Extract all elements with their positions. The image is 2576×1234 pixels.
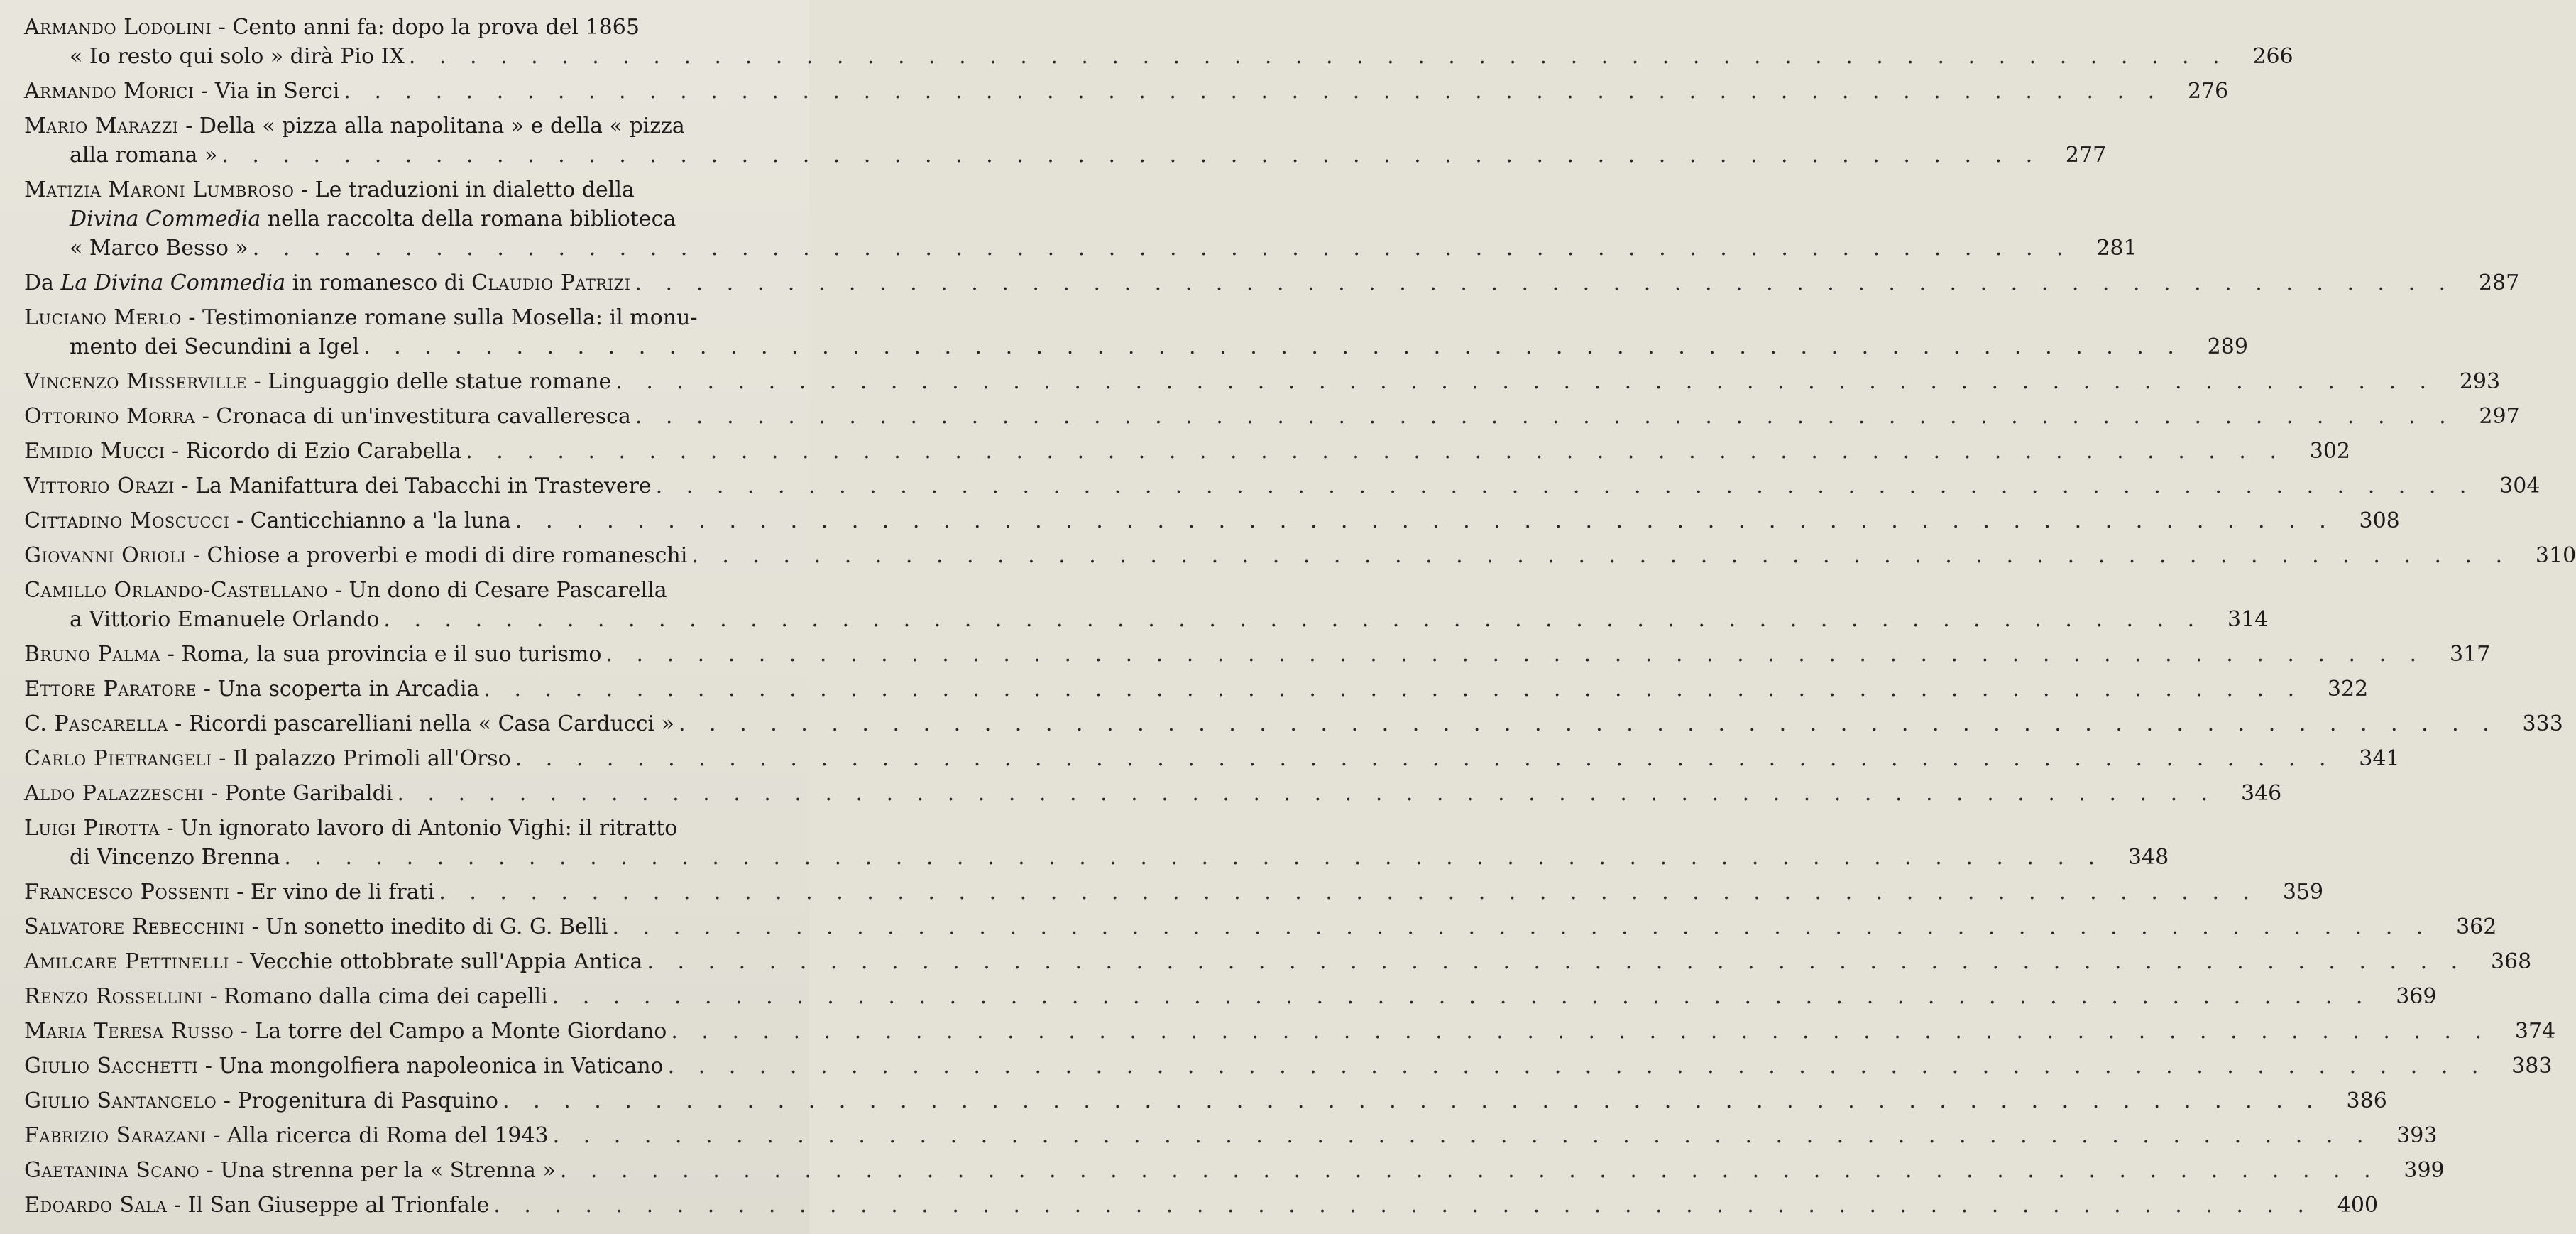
entry-author: Luigi Pirotta bbox=[24, 816, 160, 841]
entry-title-italic: Divina Commedia bbox=[70, 207, 261, 231]
entry-title-cont: alla romana » bbox=[70, 143, 218, 168]
entry-author: Aldo Palazzeschi bbox=[24, 781, 204, 806]
page-number: 314 bbox=[2227, 607, 2269, 632]
toc-entry: Maria Teresa Russo - La torre del Campo a Monte Giordano . . . 374 bbox=[24, 1017, 796, 1046]
entry-author: Armando Morici bbox=[24, 79, 194, 104]
entry-title: Chiose a proverbi e modi di dire romaneschi bbox=[207, 543, 688, 568]
dot-leader bbox=[379, 605, 2207, 634]
entry-title: Er vino de li frati bbox=[250, 880, 435, 905]
toc-entry: Luigi Pirotta - Un ignorato lavoro di Antonio Vighi: il ritratto di Vincenzo Brenna . . . 348 bbox=[24, 814, 796, 872]
entry-author: Armando Lodolini bbox=[24, 15, 212, 40]
page-number: 277 bbox=[2065, 143, 2107, 168]
entry-title: Le traduzioni in dialetto della bbox=[314, 178, 635, 202]
toc-entry: Carlo Pietrangeli - Il palazzo Primoli all'Orso . . . 341 bbox=[24, 744, 796, 773]
dot-leader bbox=[549, 1121, 2377, 1150]
dot-leader bbox=[511, 744, 2339, 773]
toc-entry: Luciano Merlo - Testimonianze romane sulla Mosella: il monu- mento dei Secundini a Igel . . . 289 bbox=[24, 303, 796, 361]
toc-entry: Giulio Sacchetti - Una mongolfiera napoleonica in Vaticano . . . 383 bbox=[24, 1052, 796, 1081]
page-number: 346 bbox=[2240, 781, 2282, 806]
entry-title: Roma, la sua provincia e il suo turismo bbox=[181, 642, 602, 667]
dot-leader bbox=[687, 541, 2515, 570]
entry-title: Cento anni fa: dopo la prova del 1865 bbox=[232, 15, 640, 40]
page-number: 266 bbox=[2252, 44, 2293, 69]
page-number: 287 bbox=[2478, 271, 2520, 295]
page-number: 348 bbox=[2127, 845, 2169, 870]
entry-author: Giulio Sacchetti bbox=[24, 1054, 199, 1079]
dot-leader bbox=[511, 506, 2339, 535]
entry-author: Renzo Rossellini bbox=[24, 984, 204, 1009]
entry-author: Maria Teresa Russo bbox=[24, 1019, 234, 1044]
entry-title: Progenitura di Pasquino bbox=[237, 1088, 498, 1113]
entry-author: Matizia Maroni Lumbroso bbox=[24, 178, 295, 202]
entry-title: Linguaggio delle statue romane bbox=[268, 369, 612, 394]
toc-entry: Ottorino Morra - Cronaca di un'investitura cavalleresca . . . 297 bbox=[24, 402, 796, 431]
dot-leader bbox=[652, 471, 2479, 501]
page-number: 302 bbox=[2309, 439, 2350, 464]
dot-leader bbox=[405, 42, 2232, 71]
toc-entry: Salvatore Rebecchini - Un sonetto inedito di G. G. Belli . . . 362 bbox=[24, 912, 796, 941]
dot-leader bbox=[608, 912, 2436, 941]
toc-entry: Camillo Orlando-Castellano - Un dono di Cesare Pascarella a Vittorio Emanuele Orlando . . . 314 bbox=[24, 576, 796, 634]
page-number: 369 bbox=[2396, 984, 2437, 1009]
entry-title: Il San Giuseppe al Trionfale bbox=[187, 1193, 490, 1218]
entry-author: C. Pascarella bbox=[24, 711, 168, 736]
entry-author: Edoardo Sala bbox=[24, 1193, 168, 1218]
toc-entry: Emidio Mucci - Ricordo di Ezio Carabella . . . 302 bbox=[24, 437, 796, 466]
dot-leader bbox=[217, 141, 2045, 170]
entry-title: Ponte Garibaldi bbox=[224, 781, 393, 806]
toc-entry: Matizia Maroni Lumbroso - Le traduzioni in dialetto della Divina Commedia nella raccolta della romana biblioteca « Marco Besso » . . . 281 bbox=[24, 175, 796, 263]
toc-entry: Amilcare Pettinelli - Vecchie ottobbrate sull'Appia Antica . . . 368 bbox=[24, 947, 796, 976]
entry-author: Vincenzo Misserville bbox=[24, 369, 247, 394]
entry-title: Via in Serci bbox=[214, 79, 340, 104]
entry-title: La torre del Campo a Monte Giordano bbox=[254, 1019, 667, 1044]
toc-entry: Francesco Possenti - Er vino de li frati . . . 359 bbox=[24, 878, 796, 907]
page-number: 333 bbox=[2522, 711, 2563, 736]
toc-entry: C. Pascarella - Ricordi pascarelliani nella « Casa Carducci » . . . 333 bbox=[24, 709, 796, 738]
page-number: 341 bbox=[2359, 746, 2400, 771]
entry-author: Ettore Paratore bbox=[24, 677, 197, 701]
toc-entry: Mario Marazzi - Della « pizza alla napolitana » e della « pizza alla romana » . . . 277 bbox=[24, 111, 796, 170]
page-number: 289 bbox=[2207, 334, 2248, 359]
entry-title: Alla ricerca di Roma del 1943 bbox=[227, 1123, 549, 1148]
toc-entry: Da La Divina Commedia in romanesco di Claudio Patrizi . . . 287 bbox=[24, 268, 796, 297]
toc-entry: Armando Morici - Via in Serci . . . 276 bbox=[24, 77, 796, 106]
page-number: 393 bbox=[2396, 1123, 2438, 1148]
entry-author: Amilcare Pettinelli bbox=[24, 949, 229, 974]
page-number: 362 bbox=[2456, 914, 2497, 939]
entry-author: Giulio Santangelo bbox=[24, 1088, 217, 1113]
page-number: 304 bbox=[2499, 474, 2541, 498]
dot-leader bbox=[393, 779, 2220, 808]
entry-author: Salvatore Rebecchini bbox=[24, 914, 245, 939]
entry-title: Una strenna per la « Strenna » bbox=[220, 1158, 556, 1183]
toc-entry: Giovanni Orioli - Chiose a proverbi e modi di dire romaneschi . . . 310 bbox=[24, 541, 796, 570]
dot-leader bbox=[359, 332, 2187, 361]
toc-entry: Gaetanina Scano - Una strenna per la « Strenna » . . . 399 bbox=[24, 1156, 796, 1185]
entry-author: Emidio Mucci bbox=[24, 439, 165, 464]
entry-author: Ottorino Morra bbox=[24, 404, 196, 429]
page-number: 400 bbox=[2337, 1193, 2379, 1218]
toc-entry: Vincenzo Misserville - Linguaggio delle statue romane . . . 293 bbox=[24, 367, 796, 396]
entry-title: Un dono di Cesare Pascarella bbox=[349, 578, 667, 603]
entry-title: Una scoperta in Arcadia bbox=[217, 677, 480, 701]
entry-title-cont: a Vittorio Emanuele Orlando bbox=[70, 607, 380, 632]
entry-author: Francesco Possenti bbox=[24, 880, 230, 905]
entry-title-cont: « Marco Besso » bbox=[70, 236, 248, 261]
entry-title: Testimonianze romane sulla Mosella: il monu- bbox=[202, 305, 698, 330]
page-number: 308 bbox=[2359, 508, 2400, 533]
dot-leader bbox=[248, 234, 2076, 263]
entry-author: Bruno Palma bbox=[24, 642, 161, 667]
dot-leader bbox=[556, 1156, 2384, 1185]
entry-title-italic: La Divina Commedia bbox=[60, 271, 286, 295]
dot-leader bbox=[674, 709, 2502, 738]
entry-title: Della « pizza alla napolitana » e della « pizza bbox=[199, 114, 685, 138]
page-number: 399 bbox=[2404, 1158, 2445, 1183]
entry-author: Camillo Orlando-Castellano bbox=[24, 578, 329, 603]
entry-author: Mario Marazzi bbox=[24, 114, 179, 138]
page-number: 359 bbox=[2282, 880, 2324, 905]
toc-entry: Aldo Palazzeschi - Ponte Garibaldi . . . 346 bbox=[24, 779, 796, 808]
entry-title-cont: mento dei Secundini a Igel bbox=[70, 334, 360, 359]
toc-entry: Ettore Paratore - Una scoperta in Arcadia . . . 322 bbox=[24, 675, 796, 704]
dot-leader bbox=[667, 1017, 2494, 1046]
page-number: 297 bbox=[2479, 404, 2520, 429]
page-number: 276 bbox=[2187, 79, 2229, 104]
entry-title: Cronaca di un'investitura cavalleresca bbox=[216, 404, 631, 429]
page-number: 310 bbox=[2535, 543, 2576, 568]
toc-entry: Armando Lodolini - Cento anni fa: dopo la prova del 1865 « Io resto qui solo » dirà Pio IX . . . 266 bbox=[24, 13, 796, 71]
toc-entry: Vittorio Orazi - La Manifattura dei Tabacchi in Trastevere . . . 304 bbox=[24, 471, 796, 501]
dot-leader bbox=[479, 675, 2307, 704]
entry-title: La Manifattura dei Tabacchi in Trastevere bbox=[195, 474, 652, 498]
page-number: 374 bbox=[2514, 1019, 2556, 1044]
dot-leader bbox=[489, 1191, 2317, 1220]
entry-title: Una mongolfiera napoleonica in Vaticano bbox=[219, 1054, 664, 1079]
dot-leader bbox=[280, 843, 2108, 872]
entry-author: Vittorio Orazi bbox=[24, 474, 175, 498]
dot-leader bbox=[664, 1052, 2492, 1081]
toc-entry: Fabrizio Sarazani - Alla ricerca di Roma del 1943 . . . 393 bbox=[24, 1121, 796, 1150]
toc-entry: Cittadino Moscucci - Canticchianno a 'la luna . . . 308 bbox=[24, 506, 796, 535]
entry-title: Il palazzo Primoli all'Orso bbox=[232, 746, 511, 771]
dot-leader bbox=[601, 640, 2429, 669]
entry-author: Luciano Merlo bbox=[24, 305, 182, 330]
entry-title: Ricordo di Ezio Carabella bbox=[185, 439, 462, 464]
page-number: 322 bbox=[2327, 677, 2369, 701]
entry-title-cont: di Vincenzo Brenna bbox=[70, 845, 280, 870]
entry-author: Gaetanina Scano bbox=[24, 1158, 200, 1183]
page-number: 293 bbox=[2459, 369, 2501, 394]
entry-title: Romano dalla cima dei capelli bbox=[224, 984, 548, 1009]
page-number: 386 bbox=[2346, 1088, 2387, 1113]
entry-title: Ricordi pascarelliani nella « Casa Carducci » bbox=[188, 711, 674, 736]
dot-leader bbox=[631, 402, 2459, 431]
entry-title-cont: nella raccolta della romana biblioteca bbox=[261, 207, 676, 231]
entry-title: Un ignorato lavoro di Antonio Vighi: il ritratto bbox=[180, 816, 678, 841]
dot-leader bbox=[642, 947, 2470, 976]
entry-title: Canticchianno a 'la luna bbox=[250, 508, 511, 533]
dot-leader bbox=[461, 437, 2289, 466]
entry-author: Fabrizio Sarazani bbox=[24, 1123, 207, 1148]
entry-author: Giovanni Orioli bbox=[24, 543, 187, 568]
entry-title-cont: « Io resto qui solo » dirà Pio IX bbox=[70, 44, 405, 69]
page-number: 368 bbox=[2490, 949, 2532, 974]
toc-entry: Bruno Palma - Roma, la sua provincia e il suo turismo . . . 317 bbox=[24, 640, 796, 669]
entry-title: Vecchie ottobbrate sull'Appia Antica bbox=[250, 949, 643, 974]
dot-leader bbox=[498, 1086, 2326, 1115]
dot-leader bbox=[630, 268, 2458, 297]
page-number: 383 bbox=[2511, 1054, 2553, 1079]
toc-entry: Giulio Santangelo - Progenitura di Pasquino . . . 386 bbox=[24, 1086, 796, 1115]
page-number: 317 bbox=[2449, 642, 2491, 667]
entry-title: Un sonetto inedito di G. G. Belli bbox=[265, 914, 608, 939]
entry-author: Carlo Pietrangeli bbox=[24, 746, 212, 771]
page-number: 281 bbox=[2096, 236, 2137, 261]
toc-entry: Edoardo Sala - Il San Giuseppe al Trionfale . . . 400 bbox=[24, 1191, 796, 1220]
dot-leader bbox=[548, 982, 2376, 1011]
dot-leader bbox=[434, 878, 2262, 907]
dot-leader bbox=[611, 367, 2439, 396]
toc-entry: Renzo Rossellini - Romano dalla cima dei capelli . . . 369 bbox=[24, 982, 796, 1011]
entry-author: Claudio Patrizi bbox=[471, 271, 631, 295]
dot-leader bbox=[339, 77, 2167, 106]
entry-author: Cittadino Moscucci bbox=[24, 508, 230, 533]
